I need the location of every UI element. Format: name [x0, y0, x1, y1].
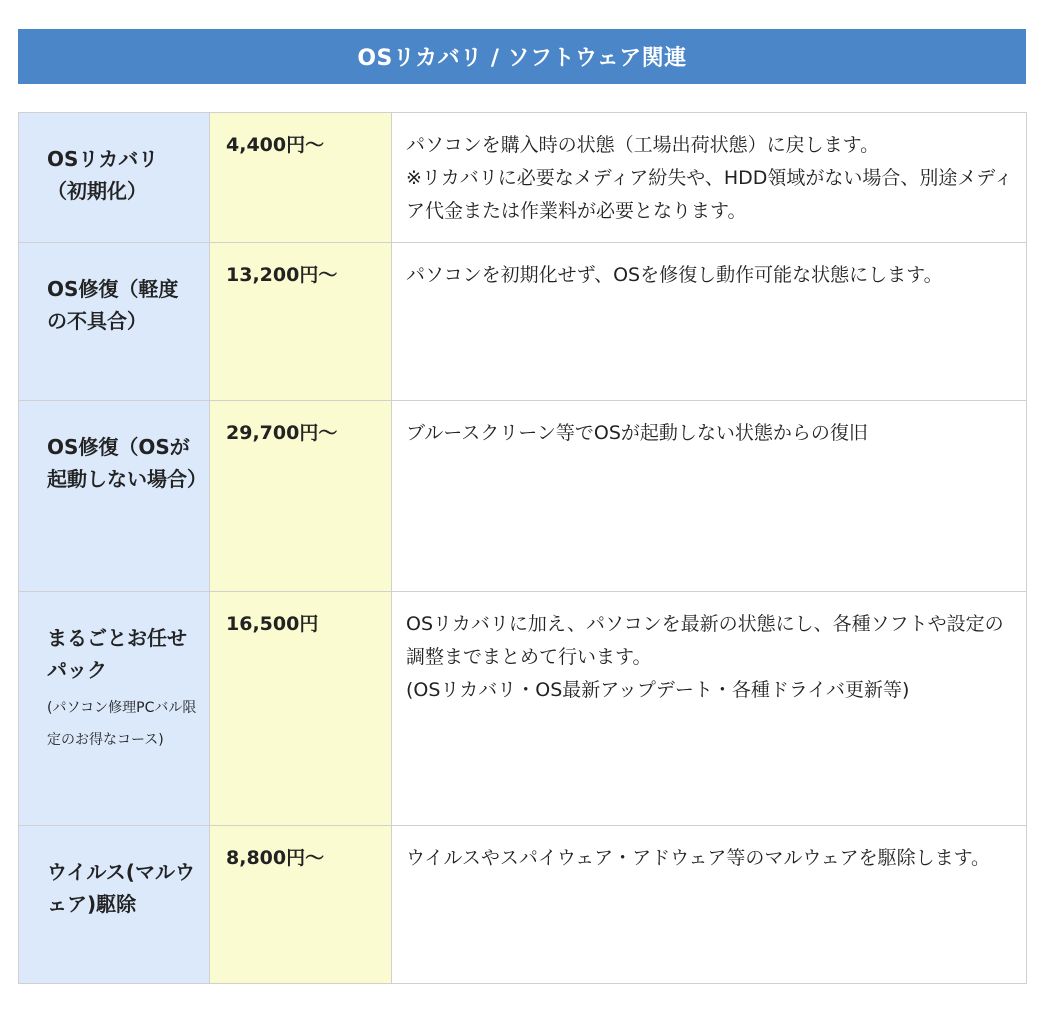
service-description: OSリカバリに加え、パソコンを最新の状態にし、各種ソフトや設定の調整までまとめて行います。 (OSリカバリ・OS最新アップデート・各種ドライバ更新等) [406, 613, 1004, 701]
service-price: 13,200円〜 [226, 264, 338, 286]
service-name: OS修復（OSが起動しない場合） [47, 435, 207, 491]
service-name-cell [19, 113, 210, 243]
table-row [19, 113, 1027, 243]
service-description: パソコンを初期化せず、OSを修復し動作可能な状態にします。 [406, 264, 943, 286]
price-cell [210, 401, 392, 592]
service-price: 16,500円 [226, 613, 319, 635]
description-cell [392, 243, 1027, 401]
price-cell [210, 243, 392, 401]
service-name-cell [19, 401, 210, 592]
service-price: 8,800円〜 [226, 847, 325, 869]
service-name: ウイルス(マルウェア)駆除 [47, 860, 195, 916]
price-cell [210, 826, 392, 984]
service-note: (パソコン修理PCバル限定のお得なコース) [47, 700, 197, 748]
table-row [19, 401, 1027, 592]
price-cell [210, 113, 392, 243]
service-price: 4,400円〜 [226, 134, 325, 156]
price-cell [210, 592, 392, 826]
description-cell [392, 826, 1027, 984]
service-description: パソコンを購入時の状態（工場出荷状態）に戻します。 ※リカバリに必要なメディア紛失や、HDD領域がない場合、別途メディア代金または作業料が必要となります。 [406, 134, 1013, 222]
service-description: ウイルスやスパイウェア・アドウェア等のマルウェアを駆除します。 [406, 847, 991, 869]
service-name: OS修復（軽度の不具合） [47, 277, 179, 333]
description-cell [392, 113, 1027, 243]
service-name-cell [19, 826, 210, 984]
service-name-cell [19, 592, 210, 826]
section-title: OSリカバリ / ソフトウェア関連 [357, 46, 687, 71]
service-price: 29,700円〜 [226, 422, 338, 444]
service-name-cell [19, 243, 210, 401]
price-table [18, 112, 1027, 984]
table-row [19, 592, 1027, 826]
description-cell [392, 401, 1027, 592]
table-row [19, 826, 1027, 984]
section-header [18, 29, 1026, 84]
description-cell [392, 592, 1027, 826]
table-row [19, 243, 1027, 401]
service-name: まるごとお任せパック [47, 626, 187, 682]
service-description: ブルースクリーン等でOSが起動しない状態からの復旧 [406, 422, 868, 444]
service-name: OSリカバリ（初期化） [47, 147, 159, 203]
